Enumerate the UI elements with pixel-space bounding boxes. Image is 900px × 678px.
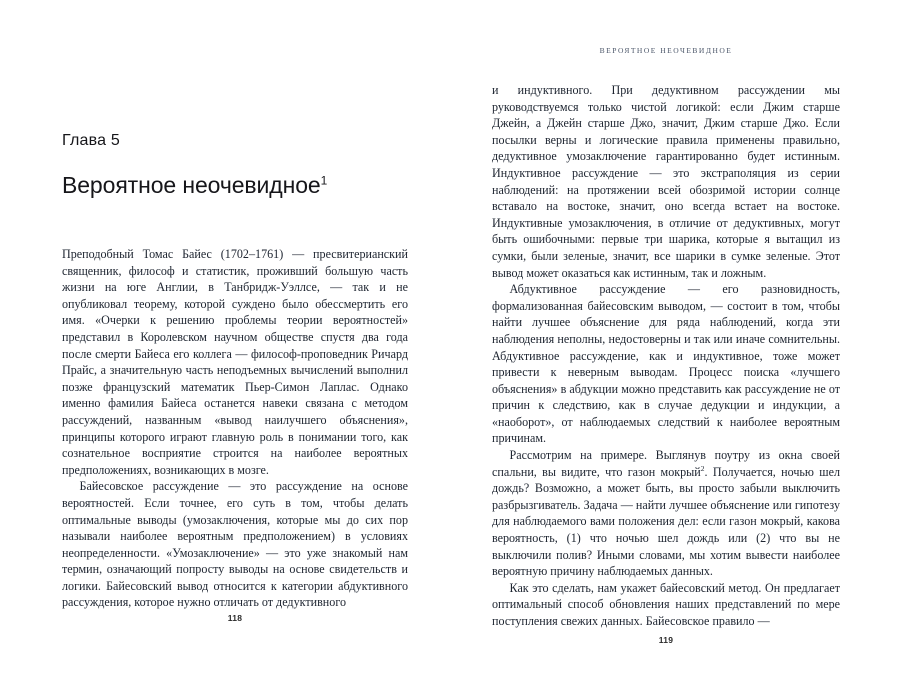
body-footnote-marker: 2	[700, 463, 705, 473]
running-head: ВЕРОЯТНОЕ НЕОЧЕВИДНОЕ	[599, 46, 733, 55]
chapter-title-footnote-marker: 1	[320, 173, 328, 188]
chapter-heading-block	[62, 132, 408, 198]
paragraph: Байесовское рассуждение — это рассуждение на основе вероятностей. Если точнее, его суть в том, чтобы делать оптимальные выводы (умозаключения, которые мы до сих пор называли наиболее вероятным предположением) в условиях неопределенности. «Умозаключение» — это уже знакомый нам термин, означающий попросту выводы на основе свидетельств и логики. Байесовский вывод относится к категории абдуктивного рассуждения, которое нужно отличать от дедуктивного	[62, 479, 408, 610]
paragraph: Преподобный Томас Байес (1702–1761) — пресвитерианский священник, философ и статистик, проживший большую часть жизни на юге Англии, в Танбридж-Уэллсе, — так и не опубликовал теорему, которой суждено было обессмертить его имя. «Очерки к решению проблемы теории вероятностей» представил в Королевском научном обществе спустя два года после смерти Байеса его коллега — философ-проповедник Ричард Прайс, а значительную часть неподъемных вычислений выполнил позже французский математик Пьер-Симон Лаплас. Однако именно фамилия Байеса останется навеки связана с методом рассуждений, названным «вывод наилучшего объяснения», принципы которого играют главную роль в понимании того, как сознательное восприятие строится на наиболее вероятных предположениях, возникающих в мозге.	[62, 247, 408, 477]
paragraph-text-before-footnote: Рассмотрим на примере. Выглянув поутру из окна своей спальни, вы видите, что газон мокрый	[492, 448, 840, 479]
paragraph: Как это сделать, нам укажет байесовский метод. Он предлагает оптимальный способ обновления наших представлений по мере поступления свежих данных. Байесовское правило —	[492, 580, 840, 628]
chapter-number: Глава 5	[62, 132, 120, 149]
left-page-body-text	[62, 246, 408, 611]
page-title	[62, 172, 408, 198]
paragraph-text-after-footnote: . Получается, ночью шел дождь? Возможно, а может быть, вы просто забыли выключить разбрызгиватель. Задача — найти лучшее объяснение или гипотезу для наблюдаемого вами положения дел: если газон мокрый, какова вероятность, (1) что ночью шел дождь или (2) что вы не выключили полив? Иными словами, мы хотим вывести наиболее вероятную причину наблюдаемых данных.	[492, 464, 840, 579]
page-number-left: 118	[227, 613, 243, 623]
chapter-title-text: Вероятное неочевидное	[62, 172, 321, 198]
right-page-body-text	[492, 82, 840, 630]
right-page	[450, 0, 900, 678]
page-number-right: 119	[658, 635, 674, 645]
paragraph: и индуктивного. При дедуктивном рассуждении мы руководствуемся только чистой логикой: если Джим старше Джейн, а Джейн старше Джо, значит, Джим старше Джо. Если посылки верны и логические правила применены правильно, дедуктивное умозаключение гарантированно будет истинным. Индуктивное рассуждение — это экстраполяция из серии наблюдений: на протяжении всей обозримой истории солнце вставало на востоке, значит, оно всегда встает на востоке. Индуктивные умозаключения, в отличие от дедуктивных, могут быть ошибочными: первые три шарика, которые я вытащил из сумки, были зеленые, значит, все шарики в сумке зеленые. Этот вывод может оказаться как истинным, так и ложным.	[492, 83, 840, 280]
paragraph: Абдуктивное рассуждение — его разновидность, формализованная байесовским выводом, — состоит в том, чтобы найти лучшее объяснение для ряда наблюдений, когда эти наблюдения неполны, недостоверны и так или иначе сомнительны. Абдуктивное рассуждение, как и индуктивное, тоже может привести к неверным выводам. Процесс поиска «лучшего объяснения» в абдукции можно представить как рассуждение не от причин к следствию, как в случае дедукции и индукции, а «наоборот», от наблюдаемых следствий к наиболее вероятным причинам.	[492, 282, 840, 446]
paragraph	[492, 447, 840, 580]
